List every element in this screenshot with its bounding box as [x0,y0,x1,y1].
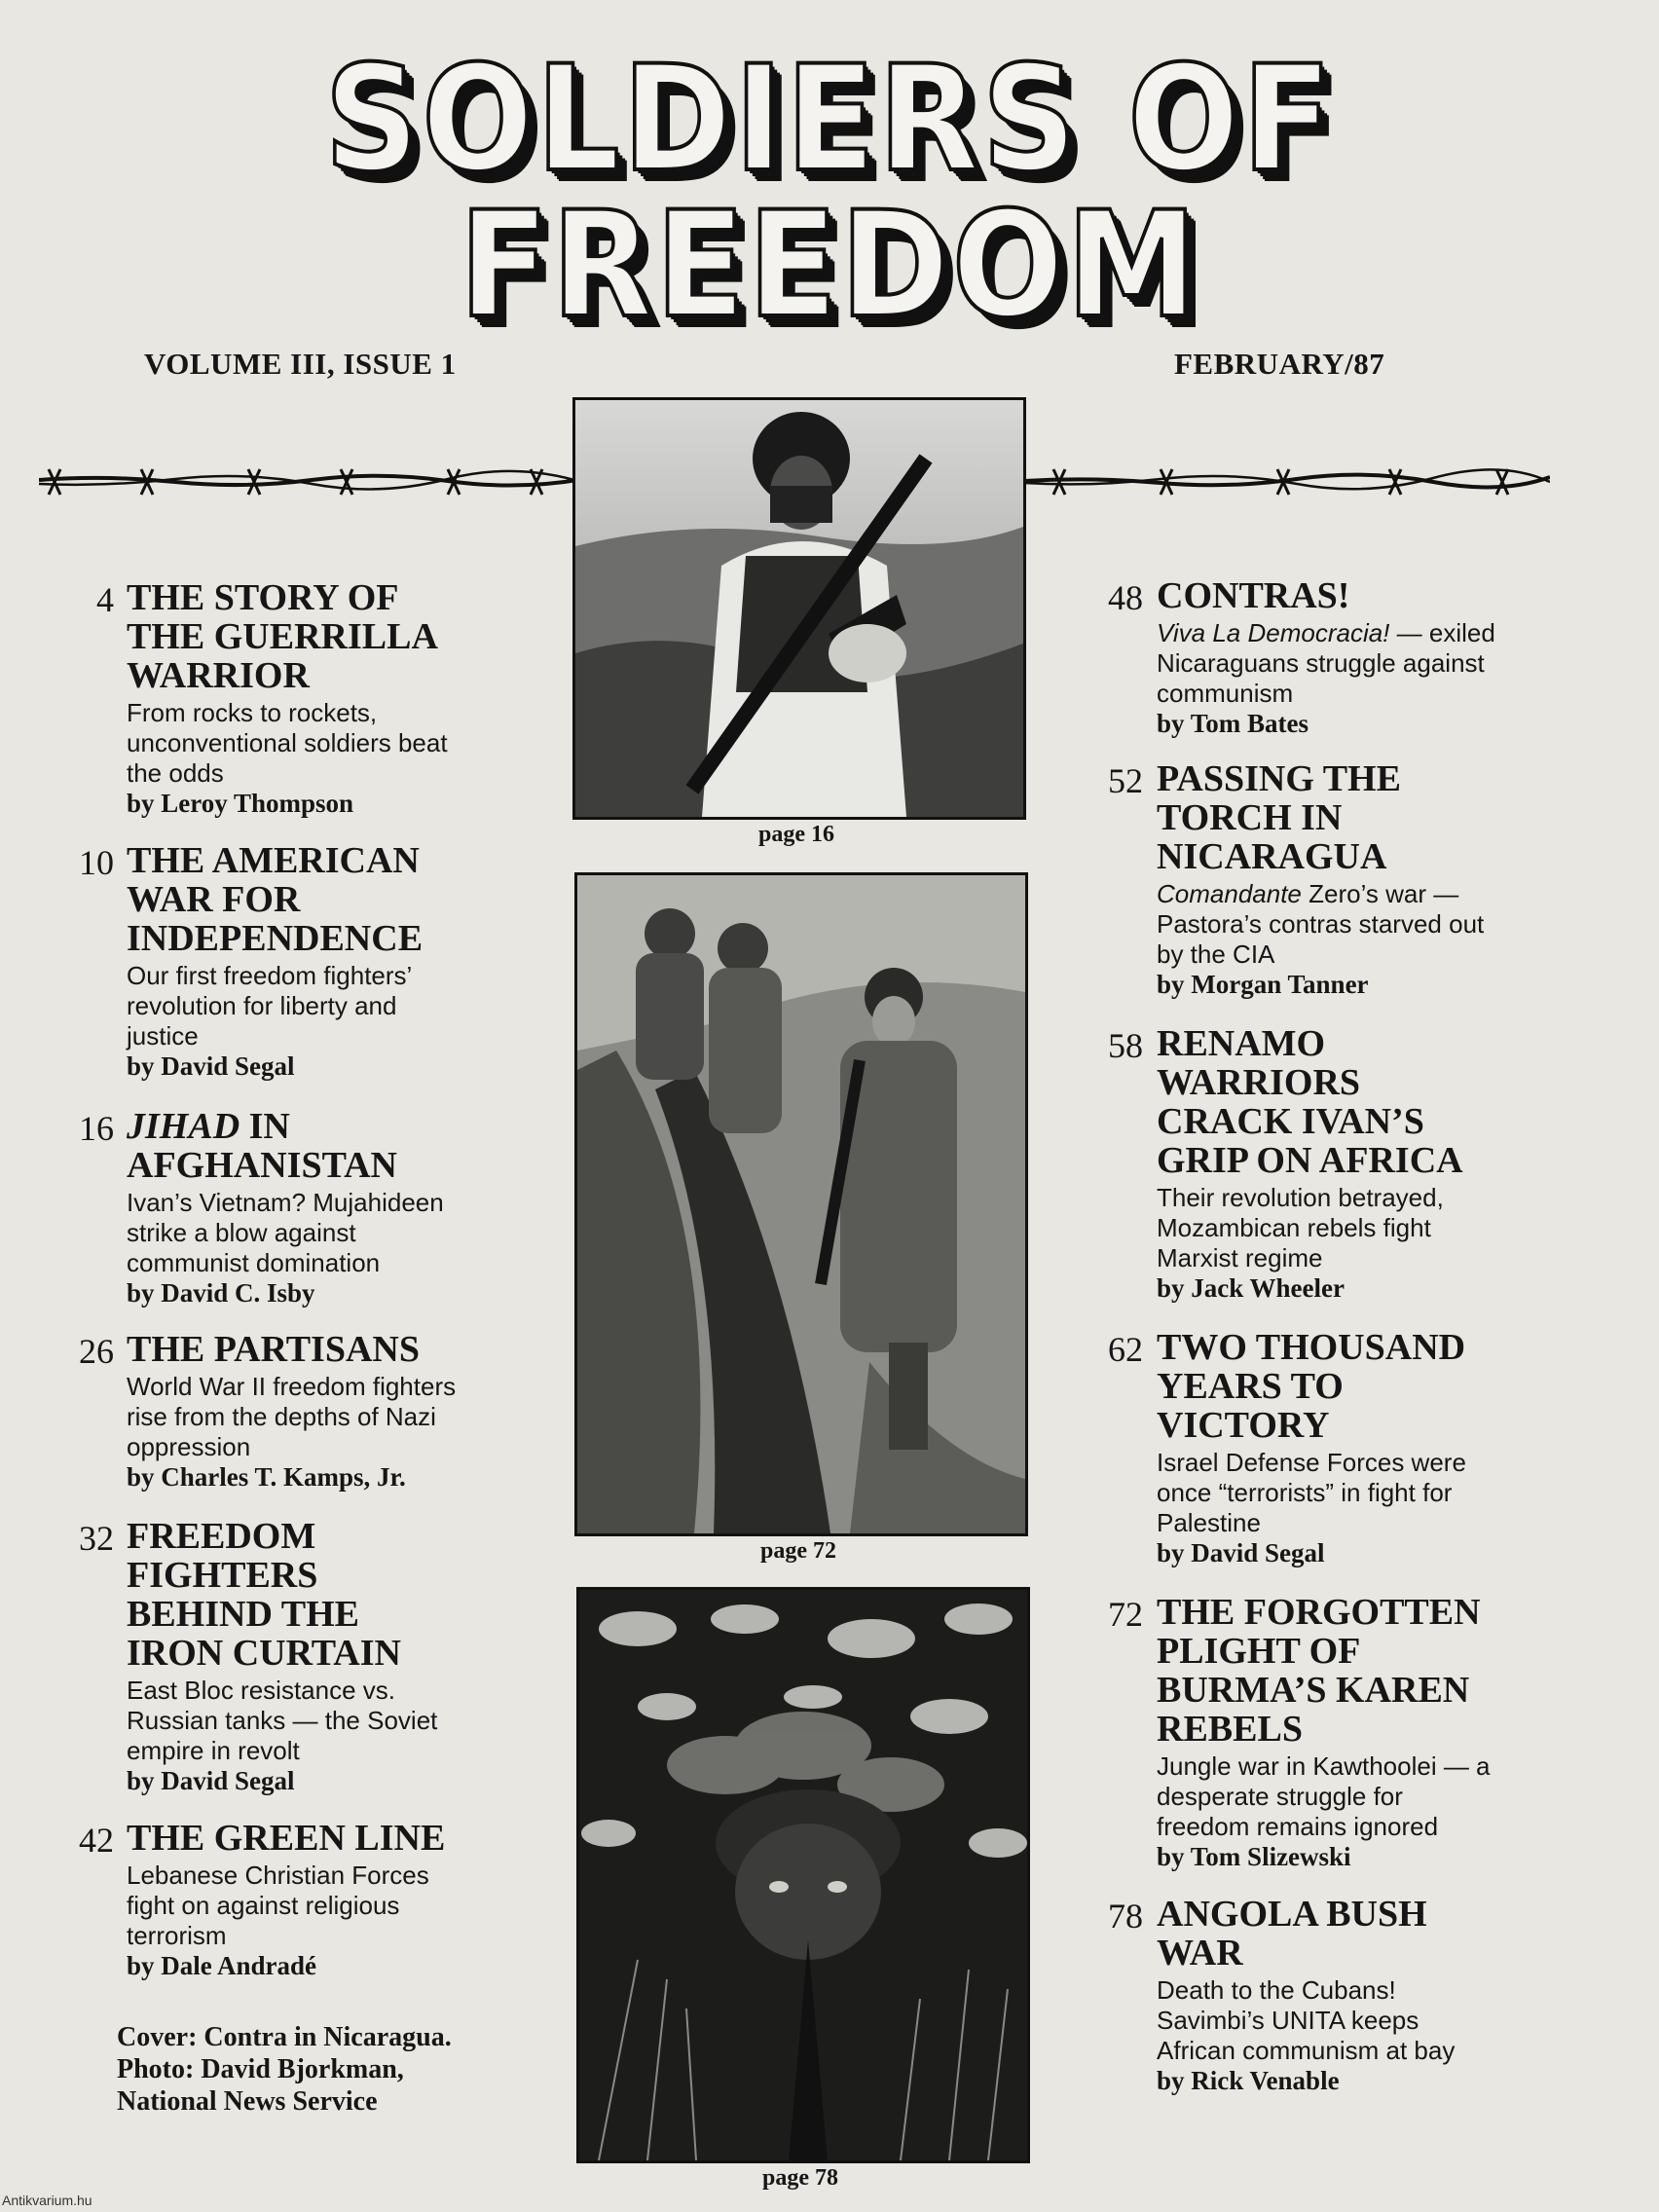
article-description: Our first freedom fighters’ revolution for liberty and justice [127,961,412,1051]
page-number: 62 [1108,1330,1143,1369]
article-description: Ivan’s Vietnam? Mujahideen strike a blow against communist domination [127,1188,444,1277]
article-title: TWO THOUSAND YEARS TO VICTORY [1157,1327,1466,1446]
article-title: THE STORY OF THE GUERRILLA WARRIOR [127,577,436,696]
article-title-emphasis: JIHAD [127,1106,240,1147]
barbed-wire-right-icon [1024,458,1550,506]
article-author: by David Segal [1157,1538,1325,1567]
toc-entry-green-line[interactable] [41,1819,460,1981]
article-description [1157,618,1497,709]
article-title: RENAMO WARRIORS CRACK IVAN’S GRIP ON AFRICA [1157,1023,1463,1181]
page-number: 78 [1108,1897,1143,1936]
toc-entry-partisans[interactable] [41,1330,460,1493]
photo-soldiers-in-trench[interactable] [574,872,1028,1536]
photo-guerrilla-image [575,400,1023,817]
toc-entry-angola[interactable] [1059,1895,1497,2096]
article-title: THE AMERICAN WAR FOR INDEPENDENCE [127,840,424,959]
volume-issue: VOLUME III, ISSUE 1 [144,347,457,381]
cover-credit-line: National News Service [117,2086,378,2117]
article-author: by Jack Wheeler [1157,1273,1345,1303]
barbed-wire-left-icon [39,458,584,506]
description-rest: Zero’s war — Pastora’s contras starved out by the CIA [1157,879,1485,969]
article-author: by Charles T. Kamps, Jr. [127,1462,406,1492]
page-number: 52 [1108,761,1143,800]
article-title: THE FORGOTTEN PLIGHT OF BURMA’S KAREN REBELS [1157,1592,1481,1750]
description-emphasis: Comandante [1157,879,1302,908]
photo-caption-3: page 78 [762,2165,838,2191]
toc-entry-contras[interactable] [1059,576,1497,739]
page-number: 4 [96,580,114,619]
masthead-line-2: FREEDOM [459,181,1200,350]
page-number: 32 [79,1519,114,1558]
article-description: From rocks to rockets, unconventional soldiers beat the odds [127,698,448,788]
masthead-line-1: SOLDIERS OF [324,35,1335,204]
article-title: THE PARTISANS [127,1329,420,1370]
article-title: PASSING THE TORCH IN NICARAGUA [1157,758,1401,877]
article-author: by David C. Isby [127,1278,315,1308]
cover-credit [117,2021,452,2118]
article-description: East Bloc resistance vs. Russian tanks — the Soviet empire in revolt [127,1676,438,1765]
article-title: FREEDOM FIGHTERS BEHIND THE IRON CURTAIN [127,1516,401,1674]
description-rest: — exiled Nicaraguans struggle against communism [1157,618,1495,708]
description-emphasis: Viva La Democracia! [1157,618,1390,647]
toc-entry-karen-rebels[interactable] [1059,1593,1497,1872]
page-number: 16 [79,1109,114,1148]
article-description [1157,879,1497,970]
photo-guerrilla-with-rifle[interactable] [572,397,1026,820]
toc-entry-guerrilla-warrior[interactable] [41,578,460,819]
page-number: 72 [1108,1595,1143,1634]
article-description: Lebanese Christian Forces fight on against religious terrorism [127,1861,429,1950]
issue-date: FEBRUARY/87 [1174,347,1385,381]
watermark: Antikvarium.hu [2,2193,92,2208]
article-title [127,1107,460,1185]
page-number: 26 [79,1332,114,1371]
article-author: by David Segal [127,1051,295,1081]
cover-credit-line: Photo: David Bjorkman, [117,2054,404,2084]
cover-credit-line: Cover: Contra in Nicaragua. [117,2022,452,2052]
article-description: Israel Defense Forces were once “terrorists” in fight for Palestine [1157,1448,1466,1537]
photo-caption-1: page 16 [758,822,834,847]
toc-entry-jihad-afghanistan[interactable] [41,1107,460,1309]
photo-caption-2: page 72 [760,1538,836,1564]
photo-trench-image [577,875,1025,1533]
page-number: 10 [79,843,114,882]
toc-entry-passing-torch[interactable] [1059,759,1497,1000]
article-author: by Tom Slizewski [1157,1842,1351,1871]
article-description: Their revolution betrayed, Mozambican rebels fight Marxist regime [1157,1183,1444,1272]
article-author: by Leroy Thompson [127,789,354,818]
article-author: by Tom Bates [1157,709,1309,738]
article-description: Jungle war in Kawthoolei — a desperate struggle for freedom remains ignored [1157,1751,1491,1841]
article-author: by David Segal [127,1766,295,1795]
photo-bush-image [579,1590,1027,2160]
article-description: Death to the Cubans! Savimbi’s UNITA keeps African communism at bay [1157,1975,1456,2065]
article-author: by Rick Venable [1157,2066,1340,2095]
article-description: World War II freedom fighters rise from the depths of Nazi oppression [127,1372,457,1461]
article-title-rest: IN AFGHANISTAN [127,1106,397,1186]
page-number: 58 [1108,1026,1143,1065]
toc-entry-iron-curtain[interactable] [41,1517,460,1796]
toc-entry-american-war[interactable] [41,841,460,1082]
toc-entry-two-thousand-years[interactable] [1059,1328,1497,1568]
toc-entry-renamo[interactable] [1059,1024,1497,1304]
page-number: 42 [79,1821,114,1860]
article-author: by Morgan Tanner [1157,970,1369,999]
photo-soldier-in-bush[interactable] [576,1587,1030,2163]
page-number: 48 [1108,578,1143,617]
article-author: by Dale Andradé [127,1951,317,1980]
article-title: THE GREEN LINE [127,1818,446,1859]
article-title: CONTRAS! [1157,575,1350,616]
article-title: ANGOLA BUSH WAR [1157,1894,1427,1973]
